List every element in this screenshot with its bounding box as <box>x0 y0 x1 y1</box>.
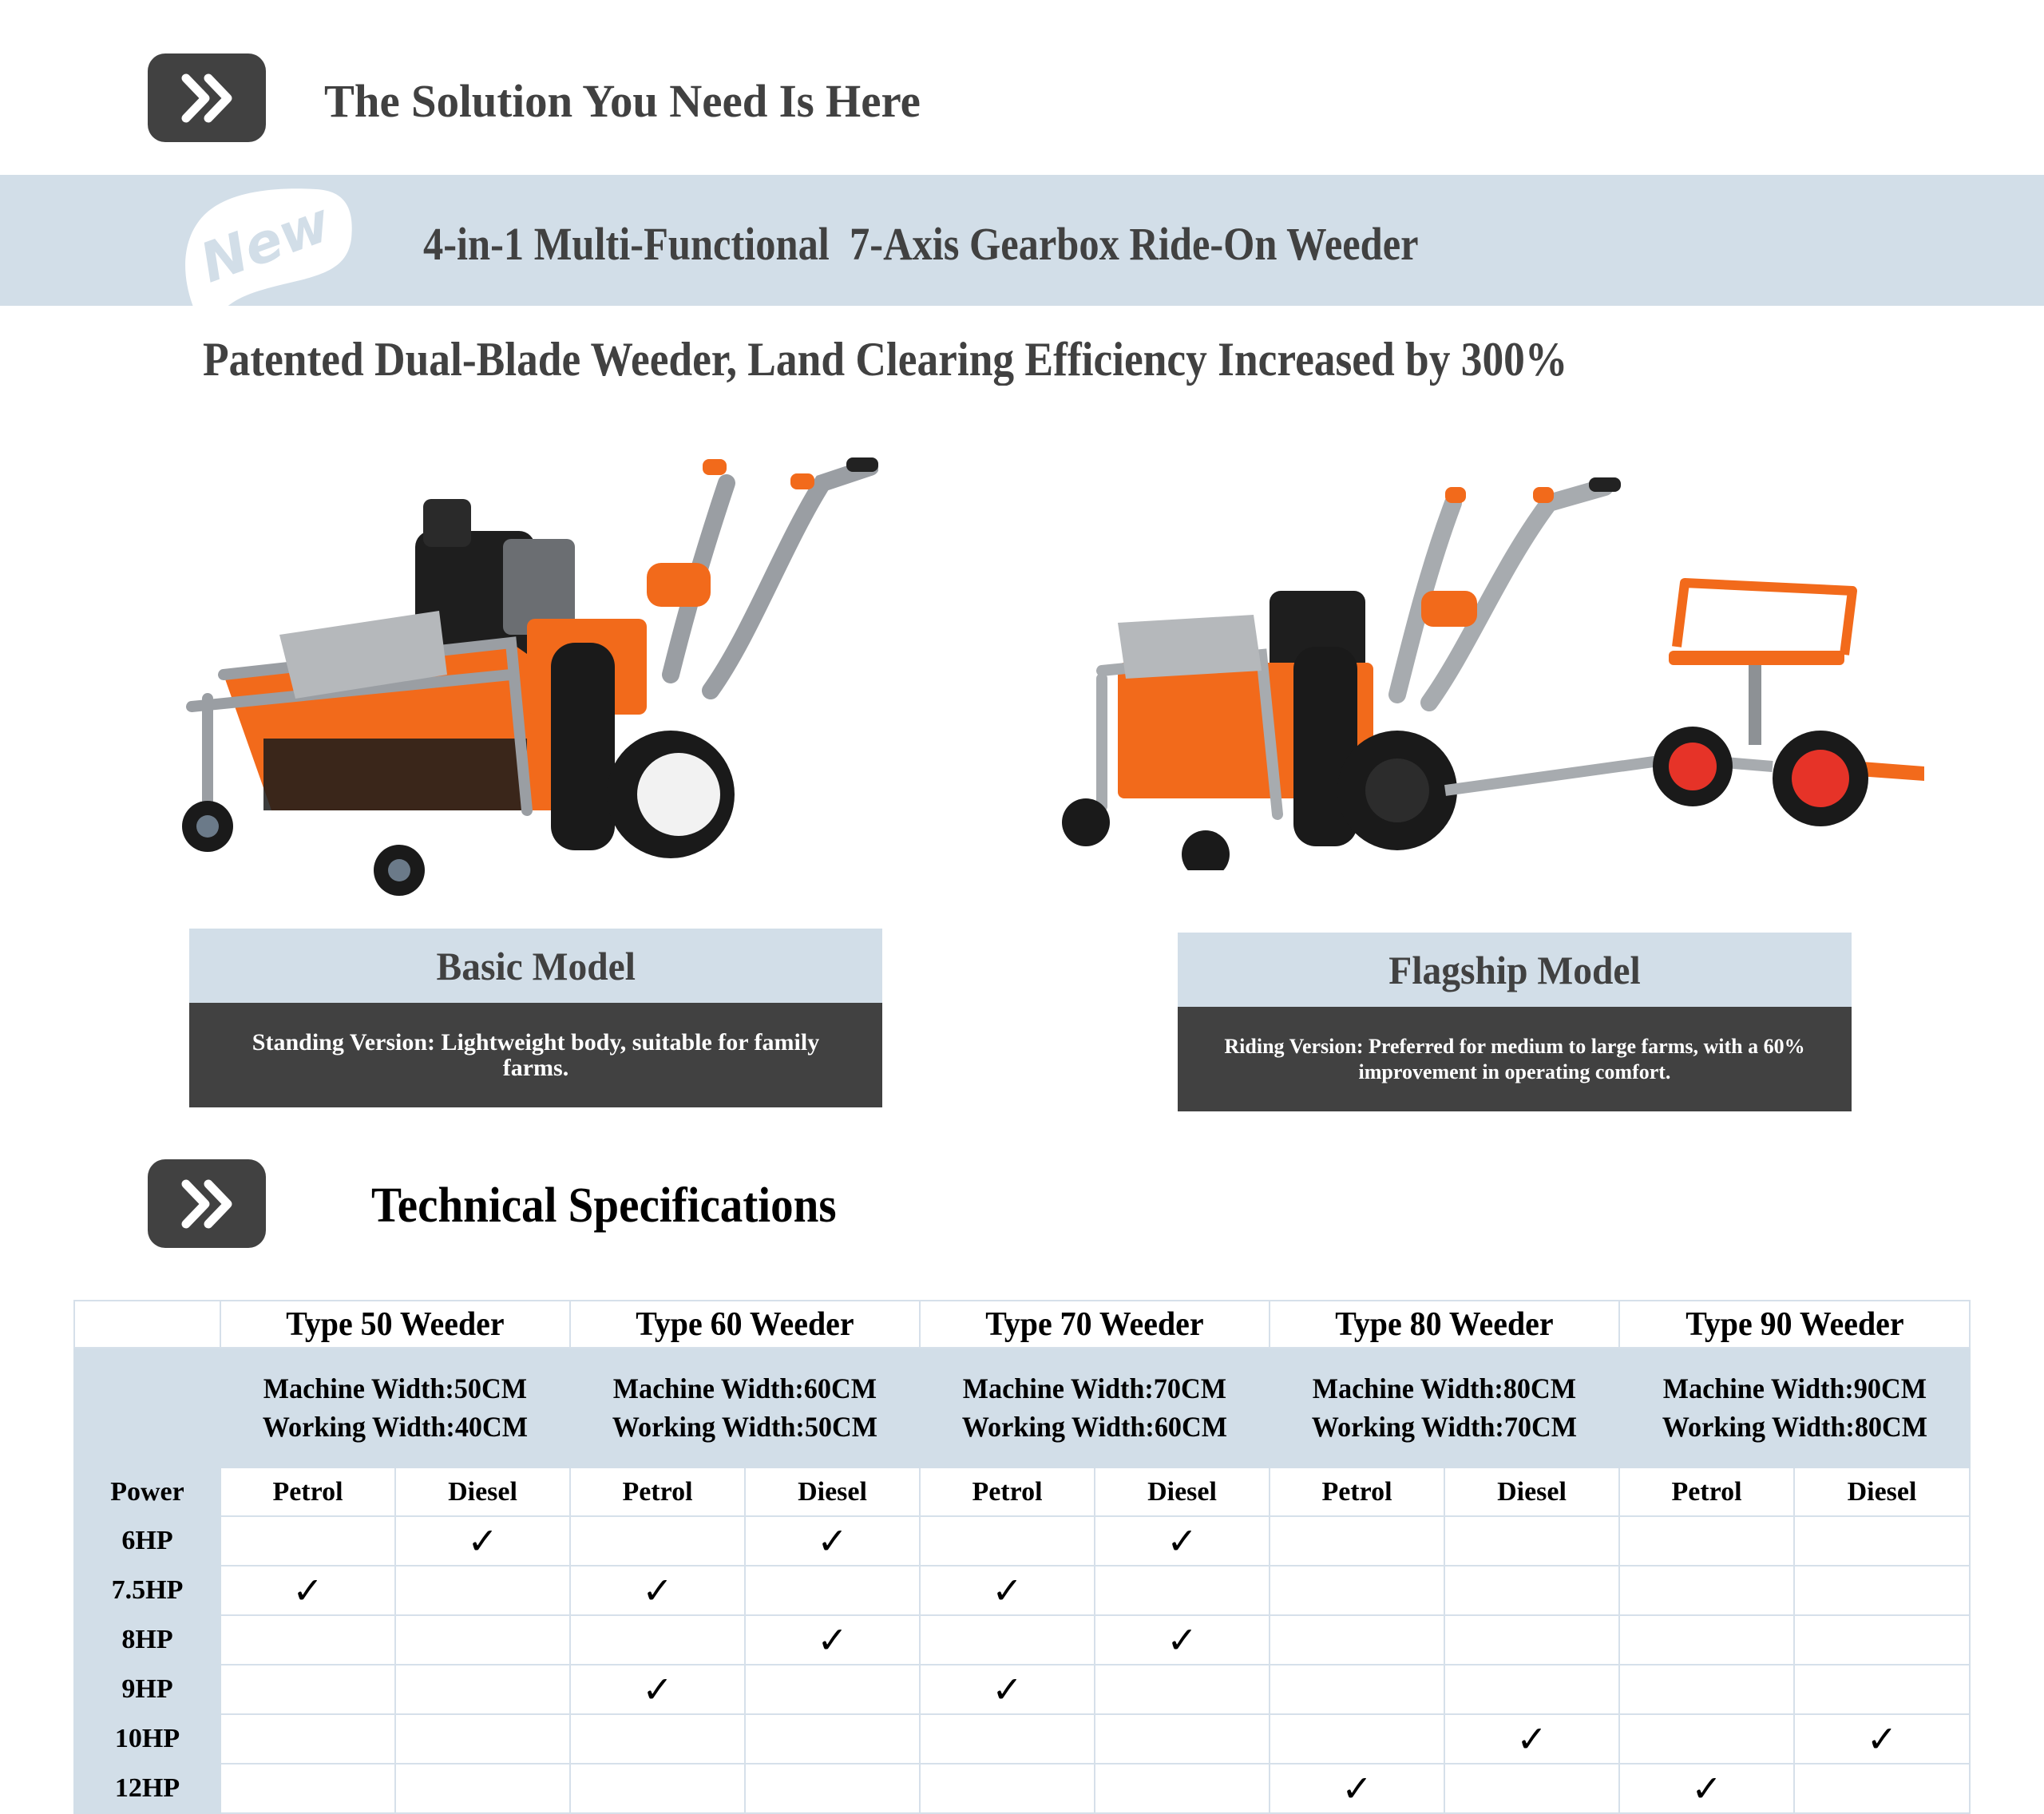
availability-cell <box>1619 1566 1794 1615</box>
availability-cell <box>1095 1665 1270 1714</box>
availability-cell <box>1794 1665 1970 1714</box>
checkmark-icon: ✓ <box>292 1569 323 1612</box>
availability-cell <box>220 1714 395 1764</box>
fuel-cell: Diesel <box>1095 1467 1270 1516</box>
riding-weeder-image <box>1054 471 1932 870</box>
availability-cell <box>395 1714 570 1764</box>
new-badge-label: New <box>192 191 339 296</box>
checkmark-icon: ✓ <box>1167 1519 1198 1562</box>
availability-cell <box>1619 1615 1794 1665</box>
checkmark-icon: ✓ <box>467 1519 498 1562</box>
fuel-cell: Diesel <box>1444 1467 1619 1516</box>
width-cell <box>1270 1348 1619 1467</box>
checkmark-icon: ✓ <box>1691 1767 1722 1810</box>
power-label: Power <box>74 1467 220 1516</box>
availability-cell <box>920 1665 1095 1714</box>
product-banner <box>0 175 2044 306</box>
power-row <box>74 1665 1970 1714</box>
availability-cell <box>1095 1615 1270 1665</box>
fuel-cell: Diesel <box>1794 1467 1970 1516</box>
availability-cell <box>745 1764 920 1813</box>
fuel-cell: Diesel <box>745 1467 920 1516</box>
width-cell <box>220 1348 570 1467</box>
power-value: 10HP <box>74 1714 220 1764</box>
fuel-cell: Petrol <box>220 1467 395 1516</box>
model-name <box>1178 933 1852 1007</box>
availability-cell <box>745 1516 920 1566</box>
fuel-row <box>74 1467 1970 1516</box>
availability-cell <box>570 1714 745 1764</box>
availability-cell <box>1794 1764 1970 1813</box>
availability-cell <box>1444 1516 1619 1566</box>
machine-width: Machine Width:80CM <box>1312 1372 1577 1404</box>
type-name: Type 50 Weeder <box>286 1305 505 1343</box>
section-title-specs: Technical Specifications <box>371 1178 837 1233</box>
fuel-cell: Petrol <box>1270 1467 1444 1516</box>
availability-cell <box>395 1764 570 1813</box>
availability-cell <box>395 1516 570 1566</box>
availability-cell <box>395 1615 570 1665</box>
availability-cell <box>745 1615 920 1665</box>
new-badge-icon <box>180 183 356 306</box>
availability-cell <box>1270 1615 1444 1665</box>
availability-cell <box>1794 1516 1970 1566</box>
machine-width: Machine Width:70CM <box>962 1372 1227 1404</box>
availability-cell <box>570 1566 745 1615</box>
power-value: 8HP <box>74 1615 220 1665</box>
checkmark-icon: ✓ <box>817 1519 848 1562</box>
type-name: Type 70 Weeder <box>985 1305 1204 1343</box>
width-label-cell <box>74 1348 220 1467</box>
availability-cell <box>1619 1516 1794 1566</box>
width-row <box>74 1348 1970 1467</box>
availability-cell <box>1270 1516 1444 1566</box>
model-name <box>189 929 882 1003</box>
machine-width: Machine Width:60CM <box>612 1372 877 1404</box>
availability-cell <box>1619 1714 1794 1764</box>
availability-cell <box>920 1516 1095 1566</box>
checkmark-icon: ✓ <box>992 1569 1023 1612</box>
availability-cell <box>920 1566 1095 1615</box>
availability-cell <box>1270 1764 1444 1813</box>
working-width: Working Width:50CM <box>612 1411 878 1443</box>
fuel-cell: Petrol <box>920 1467 1095 1516</box>
width-cell <box>920 1348 1270 1467</box>
availability-cell <box>570 1516 745 1566</box>
machine-width: Machine Width:90CM <box>1662 1372 1927 1404</box>
checkmark-icon: ✓ <box>1516 1717 1547 1761</box>
checkmark-icon: ✓ <box>642 1668 673 1711</box>
double-chevron-right-icon <box>148 1159 266 1248</box>
type-header-row <box>74 1301 1970 1348</box>
checkmark-icon: ✓ <box>1341 1767 1373 1810</box>
model-card-basic <box>189 929 882 1107</box>
availability-cell <box>220 1516 395 1566</box>
availability-cell <box>570 1615 745 1665</box>
availability-cell <box>1619 1764 1794 1813</box>
type-name: Type 60 Weeder <box>636 1305 854 1343</box>
banner-title: 4-in-1 Multi-Functional 7-Axis Gearbox Ride-On Weeder <box>423 218 1419 270</box>
double-chevron-right-icon <box>148 53 266 142</box>
availability-cell <box>1794 1566 1970 1615</box>
standing-weeder-image <box>176 435 878 898</box>
availability-cell <box>1270 1566 1444 1615</box>
checkmark-icon: ✓ <box>642 1569 673 1612</box>
availability-cell <box>220 1615 395 1665</box>
availability-cell <box>1619 1665 1794 1714</box>
spec-table-body <box>74 1301 1970 1813</box>
type-header <box>1270 1301 1619 1348</box>
power-row <box>74 1615 1970 1665</box>
fuel-cell: Petrol <box>570 1467 745 1516</box>
availability-cell <box>1270 1665 1444 1714</box>
machine-width: Machine Width:50CM <box>263 1372 528 1404</box>
fuel-cell: Diesel <box>395 1467 570 1516</box>
availability-cell <box>1095 1764 1270 1813</box>
availability-cell <box>570 1764 745 1813</box>
subtitle: Patented Dual-Blade Weeder, Land Clearing Efficiency Increased by 300% <box>203 333 1568 386</box>
availability-cell <box>1794 1714 1970 1764</box>
model-name-text: Flagship Model <box>1388 947 1641 992</box>
availability-cell <box>220 1665 395 1714</box>
availability-cell <box>1444 1566 1619 1615</box>
section-title-solution: The Solution You Need Is Here <box>324 75 921 127</box>
model-card-flagship <box>1178 933 1852 1111</box>
working-width: Working Width:40CM <box>262 1411 529 1443</box>
model-description: Riding Version: Preferred for medium to large farms, with a 60% improvement in operating comfort. <box>1178 1007 1852 1111</box>
fuel-cell: Petrol <box>1619 1467 1794 1516</box>
availability-cell <box>1270 1714 1444 1764</box>
checkmark-icon: ✓ <box>1866 1717 1898 1761</box>
availability-cell <box>395 1566 570 1615</box>
power-value: 9HP <box>74 1665 220 1714</box>
availability-cell <box>1444 1714 1619 1764</box>
availability-cell <box>920 1615 1095 1665</box>
working-width: Working Width:70CM <box>1311 1411 1578 1443</box>
availability-cell <box>1444 1665 1619 1714</box>
availability-cell <box>1095 1516 1270 1566</box>
power-row <box>74 1714 1970 1764</box>
power-row <box>74 1516 1970 1566</box>
type-name: Type 80 Weeder <box>1335 1305 1554 1343</box>
availability-cell <box>745 1665 920 1714</box>
working-width: Working Width:80CM <box>1662 1411 1927 1443</box>
type-name: Type 90 Weeder <box>1685 1305 1904 1343</box>
type-header <box>220 1301 570 1348</box>
availability-cell <box>1095 1566 1270 1615</box>
availability-cell <box>920 1714 1095 1764</box>
availability-cell <box>395 1665 570 1714</box>
availability-cell <box>745 1566 920 1615</box>
checkmark-icon: ✓ <box>817 1618 848 1662</box>
availability-cell <box>745 1714 920 1764</box>
availability-cell <box>220 1566 395 1615</box>
power-value: 6HP <box>74 1516 220 1566</box>
power-value: 12HP <box>74 1764 220 1813</box>
chevrons-glyph <box>175 1178 239 1230</box>
availability-cell <box>920 1764 1095 1813</box>
checkmark-icon: ✓ <box>992 1668 1023 1711</box>
availability-cell <box>1095 1714 1270 1764</box>
chevrons-glyph <box>175 72 239 125</box>
power-row <box>74 1566 1970 1615</box>
availability-cell <box>220 1764 395 1813</box>
type-header <box>1619 1301 1970 1348</box>
spec-table <box>73 1300 1970 1810</box>
availability-cell <box>1444 1615 1619 1665</box>
availability-cell <box>570 1665 745 1714</box>
corner-cell <box>74 1301 220 1348</box>
model-description: Standing Version: Lightweight body, suitable for family farms. <box>189 1003 882 1107</box>
type-header <box>920 1301 1270 1348</box>
working-width: Working Width:60CM <box>961 1411 1228 1443</box>
type-header <box>570 1301 920 1348</box>
spec-table-grid <box>73 1300 1971 1814</box>
power-value: 7.5HP <box>74 1566 220 1615</box>
checkmark-icon: ✓ <box>1167 1618 1198 1662</box>
width-cell <box>1619 1348 1970 1467</box>
availability-cell <box>1794 1615 1970 1665</box>
availability-cell <box>1444 1764 1619 1813</box>
power-row <box>74 1764 1970 1813</box>
width-cell <box>570 1348 920 1467</box>
model-name-text: Basic Model <box>436 943 636 988</box>
